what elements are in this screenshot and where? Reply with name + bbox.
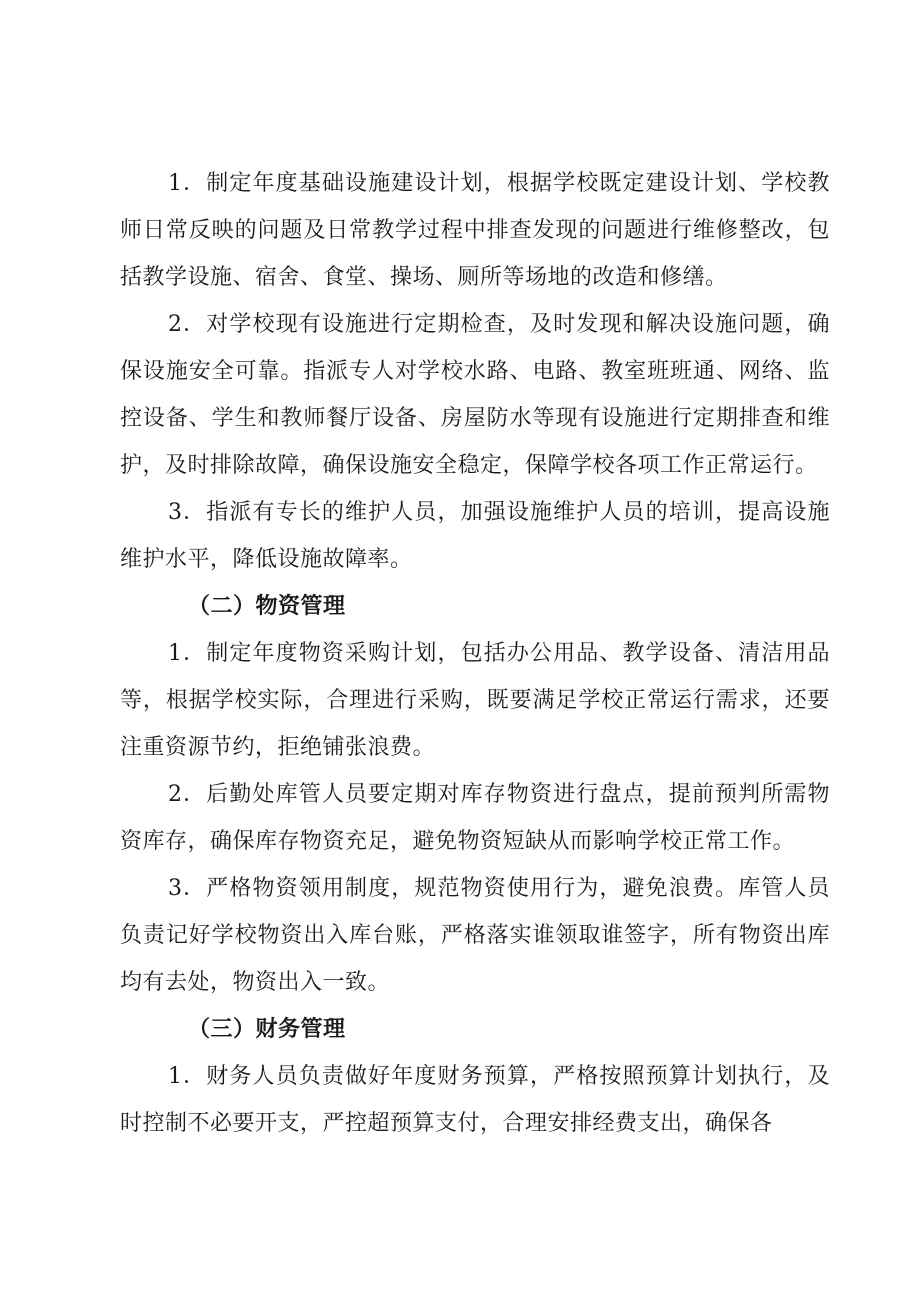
section-heading-materials: （二）物资管理 [188, 593, 346, 619]
section-heading-finance: （三）财务管理 [188, 1016, 346, 1042]
paragraph-facility-inspection: 2．对学校现有设施进行定期检查，及时发现和解决设施问题，确保设施安全可靠。指派专人对学校水路、电路、教室班班通、网络、监控设备、学生和教师餐厅设备、房屋防水等现有设施进行定期排查和维护，及时排除故障，确保设施安全稳定，保障学校各项工作正常运行。 [120, 312, 830, 478]
paragraph-maintenance-staff: 3．指派有专长的维护人员，加强设施维护人员的培训，提高设施维护水平，降低设施故障率。 [120, 500, 830, 572]
paragraph-procurement-plan: 1．制定年度物资采购计划，包括办公用品、教学设备、清洁用品等，根据学校实际，合理进行采购，既要满足学校正常运行需求，还要注重资源节约，拒绝铺张浪费。 [120, 641, 830, 760]
paragraph-inventory-check: 2．后勤处库管人员要定期对库存物资进行盘点，提前预判所需物资库存，确保库存物资充足，避免物资短缺从而影响学校正常工作。 [120, 782, 830, 854]
paragraph-budget: 1．财务人员负责做好年度财务预算，严格按照预算计划执行，及时控制不必要开支，严控超预算支付，合理安排经费支出，确保各 [120, 1064, 830, 1136]
document-body [120, 160, 830, 1147]
paragraph-material-usage: 3．严格物资领用制度，规范物资使用行为，避免浪费。库管人员负责记好学校物资出入库台账，严格落实谁领取谁签字，所有物资出库均有去处，物资出入一致。 [120, 876, 830, 995]
paragraph-infrastructure-plan: 1．制定年度基础设施建设计划，根据学校既定建设计划、学校教师日常反映的问题及日常教学过程中排查发现的问题进行维修整改，包括教学设施、宿舍、食堂、操场、厕所等场地的改造和修缮。 [120, 171, 830, 290]
